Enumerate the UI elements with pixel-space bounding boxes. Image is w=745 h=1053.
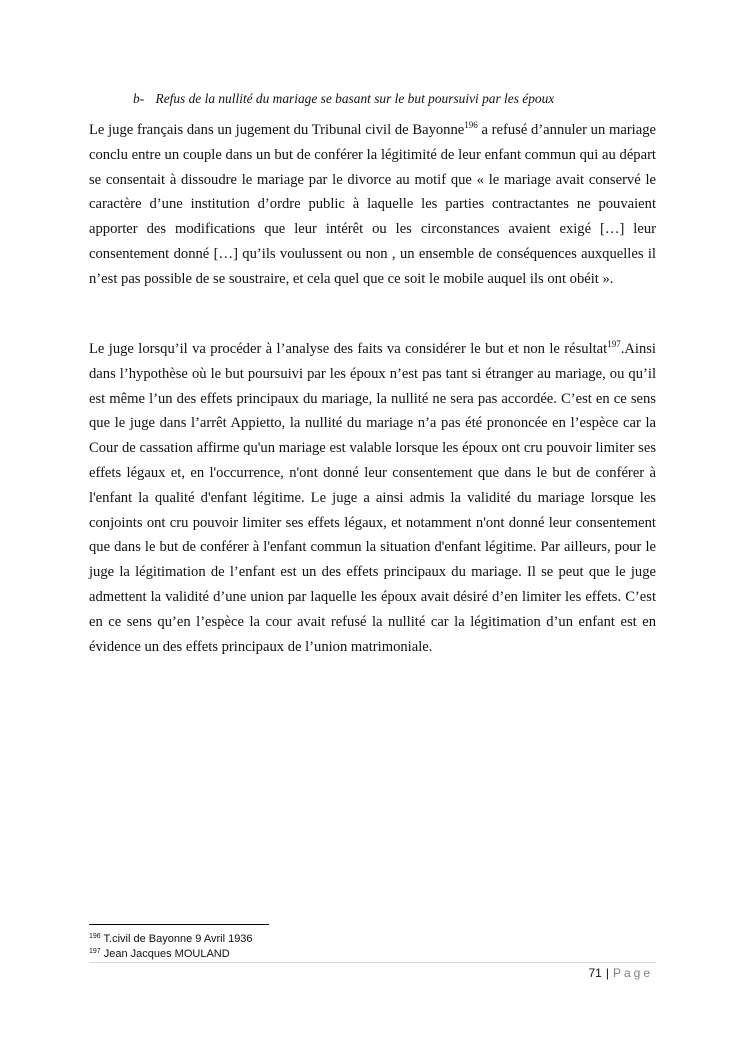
footer-separator: | — [605, 966, 609, 980]
page-footer — [588, 966, 653, 980]
paragraph-2-text-end: .Ainsi dans l’hypothèse où le but poursuivi par les époux n’est pas tant si étranger au mariage, ou qu’il est même l’un des effets principaux du mariage, la nullité ne sera pas accordée. C’est en ce sens que le juge dans l’arrêt Appietto, la nullité du mariage n’a pas été prononcée en l’espèce car la Cour de cassation affirme qu'un mariage est valable lorsque les époux ont cru pouvoir limiter ses effets légaux et, en l'occurrence, n'ont donné leur consentement que dans le but de conférer à l'enfant la qualité d'enfant légitime. Le juge a ainsi admis la validité du mariage lorsque les conjoints ont cru pouvoir limiter ses effets légaux, et notamment n'ont donné leur consentement que dans le but de conférer à l'enfant commun la situation d'enfant légitime. Par ailleurs, pour le juge la légitimation de l’enfant est un des effets principaux du mariage. Il se peut que le juge admettent la validité d’une union par laquelle les époux avait désiré d’en limiter les effets. C’est en ce sens qu’en l’espèce la cour avait refusé la nullité car la légitimation d’un enfant est en évidence un des effets principaux de l’union matrimoniale. — [89, 341, 656, 655]
paragraph-1 — [89, 118, 656, 292]
paragraph-1-text-start: Le juge français dans un jugement du Tribunal civil de Bayonne — [89, 122, 465, 138]
footer-divider — [89, 962, 656, 963]
footnote-number: 196 — [89, 933, 101, 940]
paragraph-2-text-start: Le juge lorsqu’il va procéder à l’analyse des faits va considérer le but et non le résultat — [89, 341, 608, 357]
footnote-197 — [89, 947, 253, 962]
footnotes — [89, 932, 253, 961]
footnote-text: Jean Jacques MOULAND — [103, 947, 230, 960]
section-marker: b- — [133, 91, 145, 106]
section-heading — [133, 91, 554, 107]
page-number: 71 — [588, 966, 602, 980]
section-title: Refus de la nullité du mariage se basant sur le but poursuivi par les époux — [155, 91, 555, 106]
footnote-text: T.civil de Bayonne 9 Avril 1936 — [103, 933, 253, 945]
footnote-ref-197: 197 — [607, 339, 621, 349]
footnote-number: 197 — [89, 947, 101, 955]
page-label: Page — [612, 966, 653, 980]
paragraph-1-text-end: a refusé d’annuler un mariage conclu entre un couple dans un but de conférer la légitimité de leur enfant commun qui au départ se consentait à dissoudre le mariage par le divorce au motif que « le mariage avait conservé le caractère d’une institution d’ordre public à laquelle les parties contractantes ne pouvaient apporter des modifications que leur intérêt ou les circonstances avaient exigé […] leur consentement donné […] qu’ils voulussent ou non , un ensemble de conséquences auxquelles il n’est pas possible de se soustraire, et cela quel que ce soit le mobile auquel ils ont obéit ». — [89, 122, 656, 287]
footnote-ref-196: 196 — [464, 120, 478, 130]
footnote-196 — [89, 932, 253, 947]
footnote-separator — [89, 924, 269, 925]
paragraph-2 — [89, 337, 656, 659]
